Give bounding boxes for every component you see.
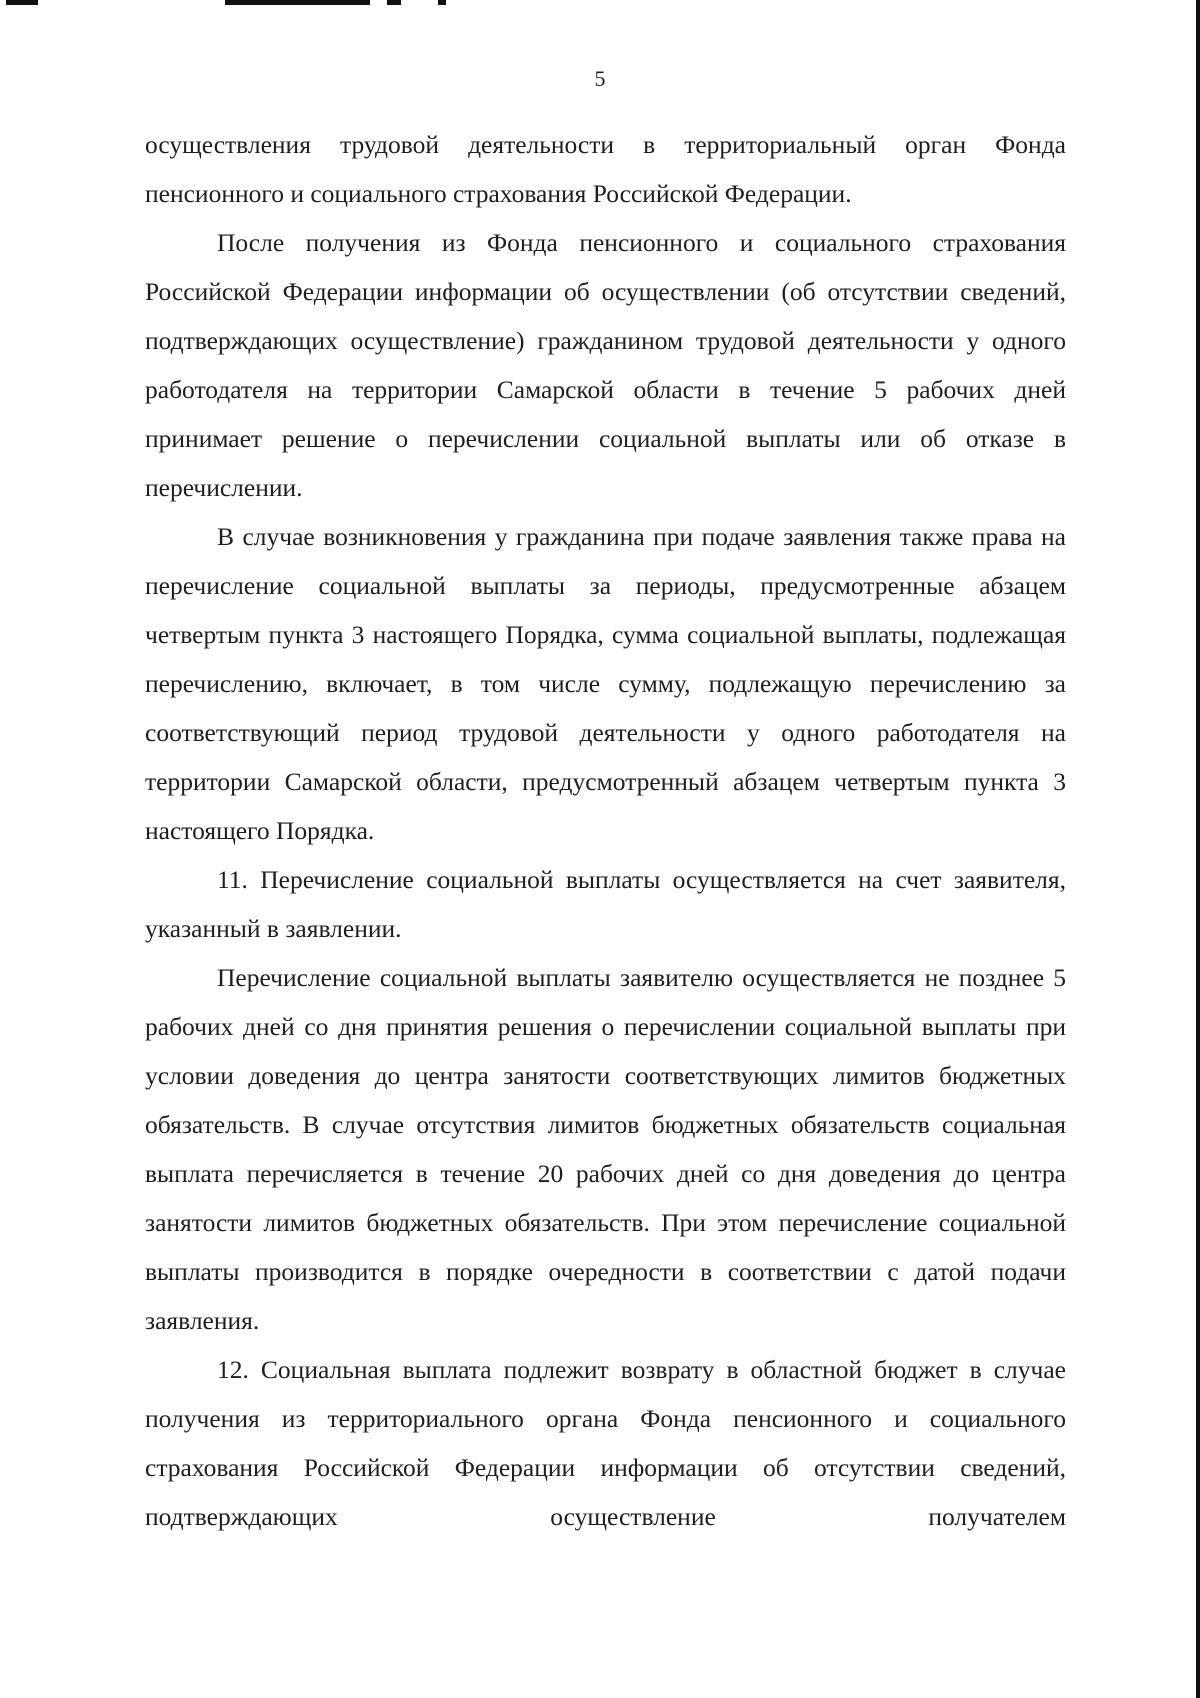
scan-artifact-mark (387, 0, 401, 5)
paragraph-transfer-terms: Перечисление социальной выплаты заявителю осуществляется не позднее 5 рабочих дней со дня принятия решения о перечислении социальной выплаты при условии доведения до центра занятости соответствующих лимитов бюджетных обязательств. В случае отсутствия лимитов бюджетных обязательств социальная выплата перечисляется в течение 20 рабочих дней со дня доведения до центра занятости лимитов бюджетных обязательств. При этом перечисление социальной выплаты производится в порядке очередности в соответствии с датой подачи заявления. (145, 963, 1066, 1335)
document-body (145, 120, 1066, 1541)
paragraph-item-12: 12. Социальная выплата подлежит возврату в областной бюджет в случае получения из территориального органа Фонда пенсионного и социального страхования Российской Федерации информации об отсутствии сведений, подтверждающих осуществление получателем (145, 1355, 1066, 1531)
paragraph-item-11: 11. Перечисление социальной выплаты осуществляется на счет заявителя, указанный в заявлении. (145, 865, 1066, 943)
paragraph-decision-after-info: После получения из Фонда пенсионного и социального страхования Российской Федерации информации об осуществлении (об отсутствии сведений, подтверждающих осуществление) гражданином трудовой деятельности у одного работодателя на территории Самарской области в течение 5 рабочих дней принимает решение о перечислении социальной выплаты или об отказе в перечислении. (145, 228, 1066, 502)
scan-artifact-mark (225, 0, 370, 5)
paragraph-continuation: осуществления трудовой деятельности в территориальный орган Фонда пенсионного и социального страхования Российской Федерации. (145, 130, 1066, 208)
scan-border-right (1196, 0, 1200, 1698)
paragraph-additional-periods: В случае возникновения у гражданина при подаче заявления также права на перечисление социальной выплаты за периоды, предусмотренные абзацем четвертым пункта 3 настоящего Порядка, сумма социальной выплаты, подлежащая перечислению, включает, в том числе сумму, подлежащую перечислению за соответствующий период трудовой деятельности у одного работодателя на территории Самарской области, предусмотренный абзацем четвертым пункта 3 настоящего Порядка. (145, 522, 1066, 845)
scan-artifact-mark (438, 0, 446, 5)
scan-artifact-mark (6, 0, 38, 5)
page-number: 5 (594, 66, 606, 91)
